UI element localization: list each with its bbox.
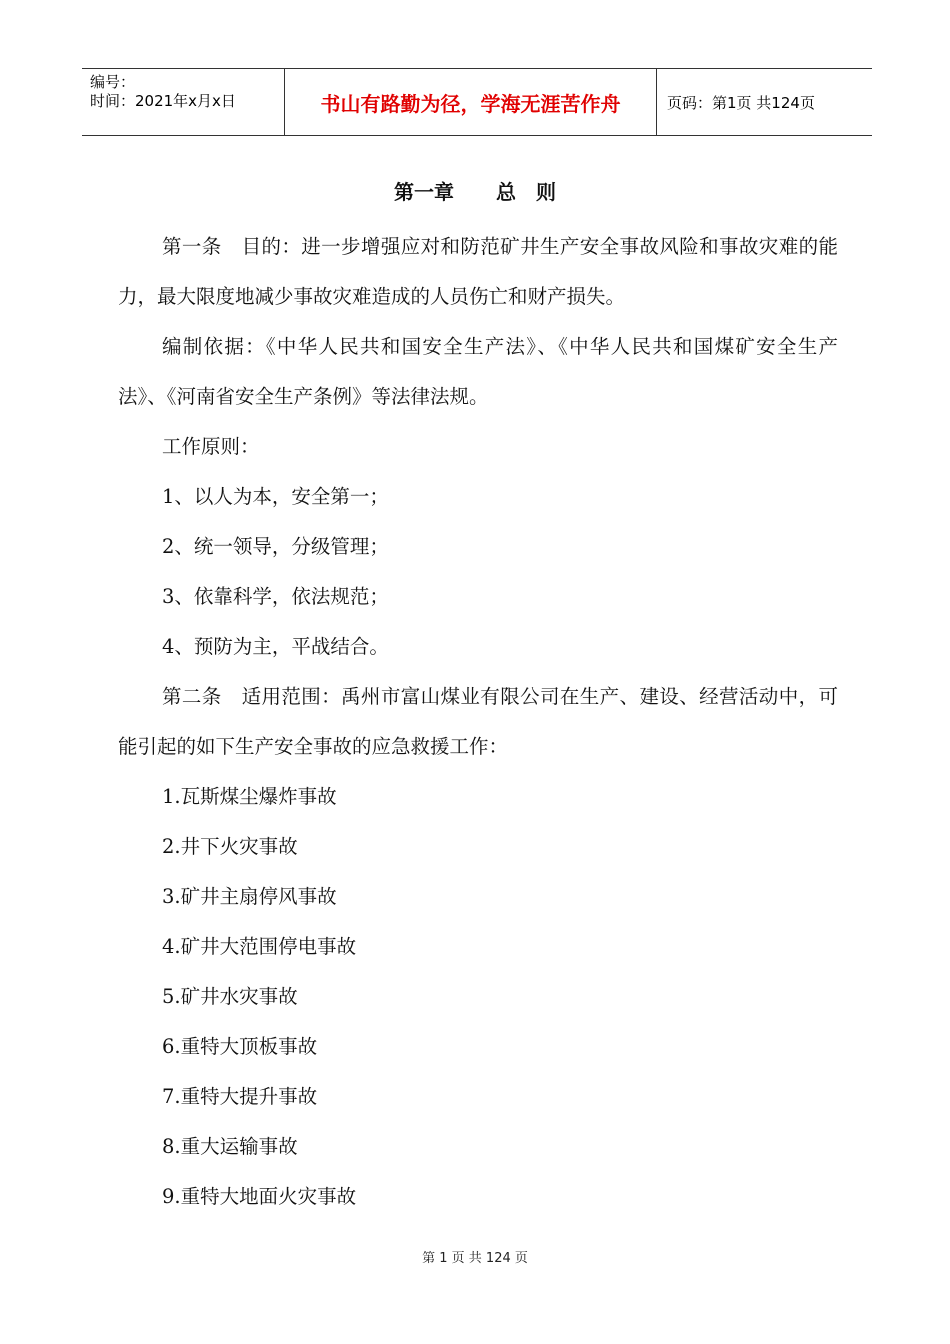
header-slogan: 书山有路勤为径，学海无涯苦作舟 bbox=[284, 69, 657, 135]
header-meta bbox=[82, 69, 284, 135]
chapter-name: 总 则 bbox=[496, 180, 556, 204]
page-footer: 第 1 页 共 124 页 bbox=[422, 1251, 528, 1266]
article-2: 第二条 适用范围：禹州市富山煤业有限公司在生产、建设、经营活动中，可能引起的如下生产安全事故的应急救援工作： bbox=[118, 685, 838, 758]
article-1: 第一条 目的：进一步增强应对和防范矿井生产安全事故风险和事故灾难的能力，最大限度地减少事故灾难造成的人员伤亡和财产损失。 bbox=[118, 235, 838, 308]
list-item: 1、以人为本，安全第一； bbox=[162, 485, 389, 508]
list-item: 3.矿井主扇停风事故 bbox=[162, 885, 337, 908]
principles-heading: 工作原则： bbox=[162, 435, 260, 458]
list-item: 9.重特大地面火灾事故 bbox=[162, 1185, 357, 1208]
list-item: 6.重特大顶板事故 bbox=[162, 1035, 318, 1058]
list-item: 2.井下火灾事故 bbox=[162, 835, 298, 858]
number-label: 编号： bbox=[90, 73, 136, 91]
document-header bbox=[82, 68, 872, 136]
list-item: 7.重特大提升事故 bbox=[162, 1085, 318, 1108]
principles-list bbox=[118, 472, 838, 672]
list-item: 5.矿井水灾事故 bbox=[162, 985, 298, 1008]
list-item: 8.重大运输事故 bbox=[162, 1135, 298, 1158]
document-body bbox=[118, 222, 838, 1222]
chapter-number: 第一章 bbox=[394, 180, 454, 204]
header-page-info: 页码：第1页 共124页 bbox=[667, 93, 815, 112]
chapter-title bbox=[0, 176, 950, 205]
list-item: 4、预防为主，平战结合。 bbox=[162, 635, 389, 658]
list-item: 4.矿井大范围停电事故 bbox=[162, 935, 357, 958]
legal-basis: 编制依据：《中华人民共和国安全生产法》、《中华人民共和国煤矿安全生产法》、《河南省安全生产条例》等法律法规。 bbox=[118, 335, 838, 408]
time-label: 时间：2021年x月x日 bbox=[90, 92, 236, 110]
list-item: 1.瓦斯煤尘爆炸事故 bbox=[162, 785, 337, 808]
list-item: 2、统一领导，分级管理； bbox=[162, 535, 389, 558]
list-item: 3、依靠科学，依法规范； bbox=[162, 585, 389, 608]
accident-list bbox=[118, 772, 838, 1222]
